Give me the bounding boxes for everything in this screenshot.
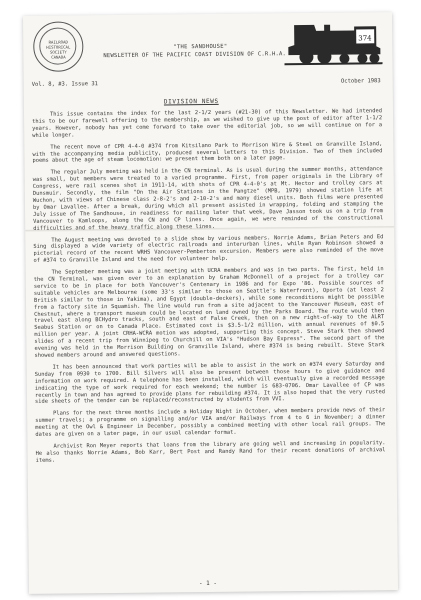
- article-body: [32, 108, 386, 469]
- newsletter-page: [23, 12, 398, 594]
- track: [284, 62, 382, 65]
- locomotive-illustration: [284, 16, 383, 67]
- paragraph: It has been announced that work parties will be able to assist in the work on #374 every Saturday and Sunday from 0930 to 1700. Bill Silvers will also be present between those hours to give guidance and information on work required. A telephone has been installed, which will eventually give a recorded message indicating the type of work required for each weekend; the number is 683-0706. Omar Lavallee of CP was recently in town and has agreed to provide plans for rebuilding #374. It is also hoped that the very rusted side sheets of the tender can be replaced/reconstructed by students from VVI.: [34, 361, 385, 406]
- volume-issue: Vol. 8, #3. Issue 31: [31, 81, 98, 88]
- paragraph: The regular July meeting was held in the CN terminal. As is usual during the summer months, attendance was small, but members were treated to a varied programme. First, from paper originals in the Library of Congress, were rail scenes shot in 1911-14, with shots of CPR 4-4-0's at Mt. Hector and trolley cars at Dunsmuir. Secondly, the film "On the Air Stations in the Pangtze" (MPB, 1979) showed station life at Wuchon, with views of Chinese class 2-8-2's and 2-10-2's and many diesel units. Both films were presented by Omar Lavallee. After a break, during which all present assisted in wrapping, folding and stamping the July issue of The Sandhouse, in readiness for mailing later that week, Dave Jasson took us on a trip from Vancouver to Kamloops, along the CN and CP lines. Once again, we were reminded of the constructional difficulties and of the heavy traffic along these lines.: [32, 166, 384, 232]
- seal-text: RAILROAD HISTORICAL SOCIETY CANADA: [46, 39, 71, 60]
- tender-wheel: [357, 53, 367, 63]
- paragraph: The September meeting was a joint meeting with UCRA members and was in two parts. The first, held in the CN Terminal, was given over to an explanation by Graham McDonnell of a project for a trolley car service to be in place for both Vancouver's Centenary in 1986 and for Expo '86. Possible sources of suitable vehicles are Melbourne (some 33's similar to those on Seattle's Waterfront), Oporto (at least 2 British similar to those in Yakima), and Egypt (double-deckers), while some reconditions might be possible from a factory site in Squamish. The line would run from a site adjacent to the Vancouver Museum, east of Chestnut, where a transport museum could be located on land owned by the Parks Board. The route would then travel east along BCHydro tracks, south and east of False Creek, then on a new right-of-way to the ALRT Seabus Station or on to Canada Place. Estimated cost is $3.5-1/2 million, with annual revenues of $0.5 million per year. A joint CRHA-WCRA motion was adopted, supporting this concept. Steve Stark then showed slides of a recent trip from Winnipeg to Churchill on VIA's "Hudson Bay Express". The second part of the evening was held in the Morrison Building on Granville Island, where #374 is being rebuilt. Steve Stark showed members around and answered questions.: [33, 266, 385, 359]
- page-number: - 1 -: [198, 579, 218, 588]
- society-seal: [33, 21, 84, 72]
- locomotive-number: 374: [358, 34, 372, 43]
- section-heading: DIVISION NEWS: [163, 97, 219, 106]
- newsletter-title: "THE SANDHOUSE": [173, 43, 228, 51]
- paragraph: This issue contains the index for the last 2-1/2 years (#21-30) of this Newsletter. We had intended this to be our farewell offering to the membership, as we wished to give up the post of editor after 1-1/2 years. However, nobody has yet come forward to take over the editorial job, so we will continue on for a while longer.: [32, 108, 383, 139]
- paragraph: Plans for the next three months include a Holiday Night in October, when members provide news of their summer travels; a programme on signalling and/or VIA and/or Railways from 4 to 6 in November; a dinner meeting at the Owl & Engineer in December, possibly a combined meeting with other local rail groups. The dates are given on a later page, in our usual calendar format.: [35, 407, 386, 438]
- lead-wheel: [339, 54, 349, 64]
- paragraph: The recent move of CPR 4-4-0 #374 from Kitsilano Park to Morrison Wire & Steel on Granville Island, with the accompanying media publicity, produced several letters to this Division. Two of them included poems about the age of steam locomotion: we present them both on a later page.: [32, 140, 383, 165]
- issue-date: October 1983: [340, 78, 381, 85]
- tender-wheel: [369, 53, 379, 63]
- newsletter-subtitle: NEWSLETTER OF THE PACIFIC COAST DIVISION OF C.R.H.A.: [103, 51, 287, 60]
- paragraph: The August meeting was devoted to a slide show by various members. Norrie Adams, Brian Peters and Ed Sing displayed a wide variety of electric railroads and interurban lines, while Ryan Robinson showed a pictorial record of the recent WRHS Vancouver-Pemberton excursion. Members were also reminded of the move of #374 to Granville Island and the need for volunteer help.: [33, 233, 384, 265]
- paragraph: Archivist Ron Meyer reports that loans from the library are going well and increasing in popularity. He also thanks Norrie Adams, Bob Karr, Bert Post and Randy Rand for their recent donations of archival items.: [35, 440, 386, 464]
